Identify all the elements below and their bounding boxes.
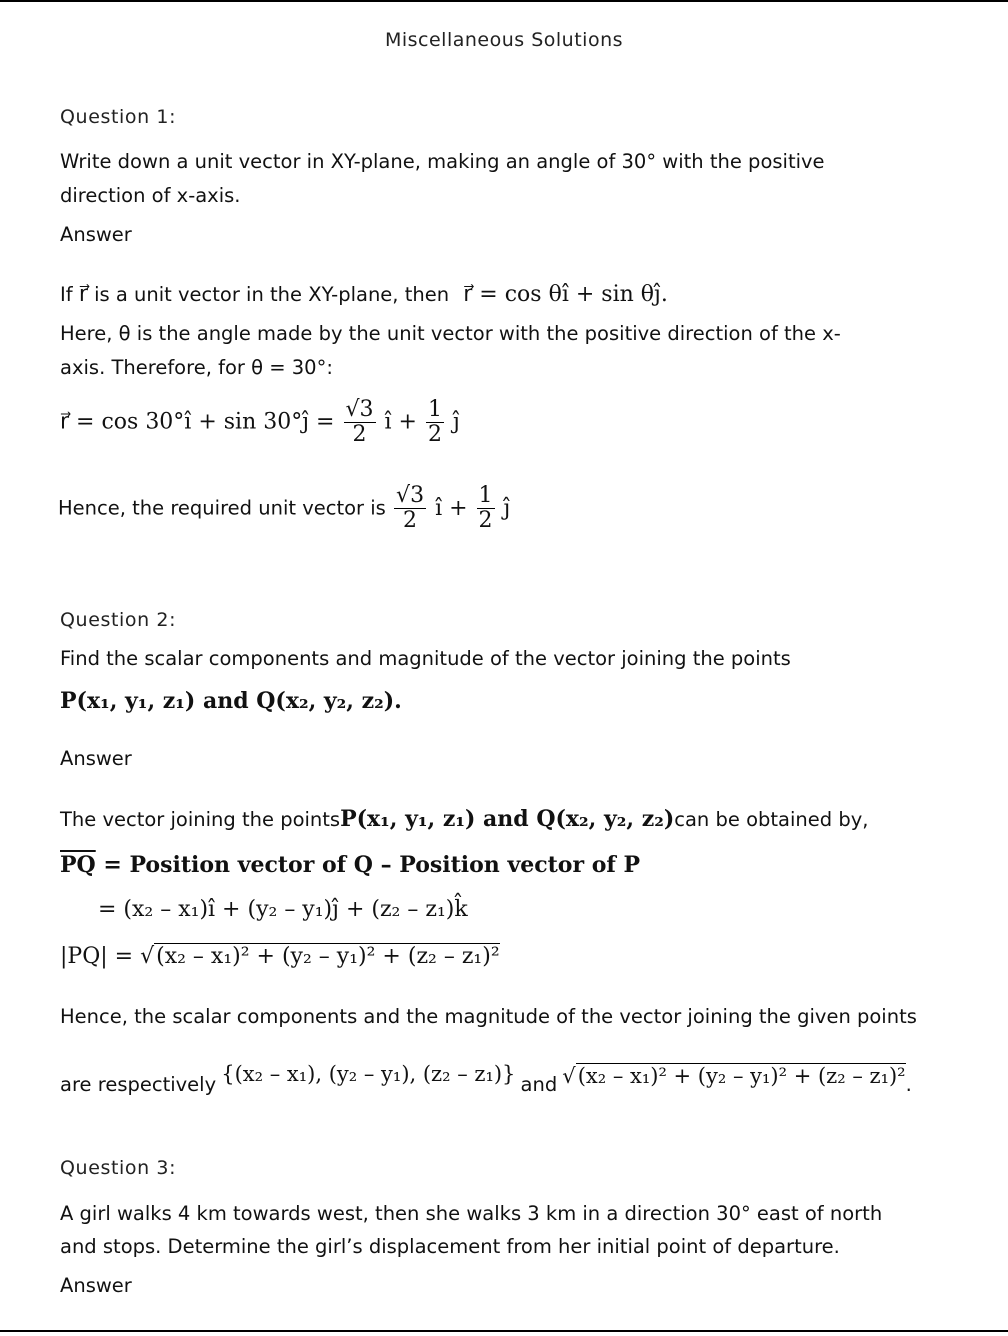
- q1-line1-mid: is a unit vector in the XY-plane, then: [94, 283, 450, 306]
- q1-conc-frac1-num: √3: [396, 483, 425, 508]
- question-3-text-line1: A girl walks 4 km towards west, then she walks 3 km in a direction 30° east of north: [60, 1202, 883, 1225]
- q1-conc-frac1-den: 2: [403, 508, 418, 533]
- question-3-text-line2: and stops. Determine the girl’s displacement from her initial point of departure.: [60, 1235, 840, 1258]
- question-1-text-line2: direction of x-axis.: [60, 184, 241, 207]
- question-1-title: Question 1:: [60, 106, 177, 128]
- q1-answer-line3: axis. Therefore, for θ = 30°:: [60, 356, 333, 379]
- q1-conc-frac-1-over-2: [477, 484, 495, 533]
- q1-line1-prefix: If: [60, 283, 73, 306]
- q1-conclusion: [58, 484, 510, 533]
- q2-conc-period: .: [905, 1073, 912, 1096]
- bottom-rule: [0, 1330, 1008, 1332]
- q1-frac2-num: 1: [427, 397, 442, 422]
- q2-line1-prefix: The vector joining the points: [60, 808, 341, 831]
- question-2-answer-label: Answer: [60, 747, 132, 770]
- q2-conc-magnitude: √(x₂ – x₁)² + (y₂ – y₁)² + (z₂ – z₁)²: [562, 1064, 906, 1088]
- q2-pq-definition: [60, 852, 640, 878]
- q1-answer-line2: Here, θ is the angle made by the unit vector with the positive direction of the x-: [60, 322, 841, 345]
- q2-answer-line1: [60, 802, 868, 837]
- top-rule: [0, 0, 1008, 2]
- question-2-text-line1: Find the scalar components and magnitude of the vector joining the points: [60, 647, 791, 670]
- q1-equation: [60, 398, 460, 447]
- q2-magnitude: [60, 944, 500, 969]
- q1-frac-1-over-2: [426, 398, 444, 447]
- q1-conc-frac2-num: 1: [478, 483, 493, 508]
- q2-conclusion-line1: Hence, the scalar components and the magnitude of the vector joining the given points: [60, 1005, 917, 1028]
- q1-conclusion-formula: [392, 483, 511, 533]
- q2-pq-expression: = (x₂ – x₁)î + (y₂ – y₁)ĵ + (z₂ – z₁)k̂: [98, 897, 468, 922]
- q1-frac1-den: 2: [352, 422, 367, 447]
- page-header: Miscellaneous Solutions: [384, 29, 624, 51]
- q2-line1-points: P(x₁, y₁, z₁) and Q(x₂, y₂, z₂): [340, 806, 675, 832]
- q2-line1-suffix: can be obtained by,: [674, 808, 869, 831]
- q2-mag-root: √: [140, 944, 155, 969]
- question-2-points: [60, 688, 402, 714]
- q2-conc-and: and: [520, 1073, 558, 1096]
- q1-conc-frac-sqrt3-over-2: [394, 484, 426, 533]
- q2-points-text: P(x₁, y₁, z₁) and Q(x₂, y₂, z₂): [60, 688, 395, 714]
- q2-points-period: .: [394, 688, 402, 714]
- q2-conc-components: {(x₂ – x₁), (y₂ – y₁), (z₂ – z₁)}: [221, 1062, 516, 1086]
- q1-line1-formula: r⃗ = cos θî + sin θĵ.: [463, 282, 668, 307]
- q2-mag-label: |PQ| =: [60, 944, 134, 969]
- q1-line1-r: r⃗: [78, 282, 88, 307]
- question-3-title: Question 3:: [60, 1157, 177, 1179]
- q1-frac-sqrt3-over-2: [344, 398, 376, 447]
- q2-conc-mag-expr: (x₂ – x₁)² + (y₂ – y₁)² + (z₂ – z₁)²: [577, 1064, 906, 1088]
- q2-pq-label: $\overline{PQ}$: [60, 852, 96, 878]
- q1-frac2-den: 2: [427, 422, 442, 447]
- question-3-answer-label: Answer: [60, 1274, 132, 1297]
- q2-pq-def: = Position vector of Q – Position vector of P: [103, 852, 641, 878]
- q2-conc-prefix: are respectively: [60, 1073, 217, 1096]
- q1-eq-j: ĵ: [452, 409, 460, 435]
- q2-conclusion-line2: [60, 1062, 912, 1102]
- q1-conc-i: î +: [435, 495, 468, 521]
- q1-frac1-num: √3: [345, 397, 374, 422]
- question-2-title: Question 2:: [60, 609, 177, 631]
- q1-eq-i: î +: [384, 409, 417, 435]
- q1-conclusion-text: Hence, the required unit vector is: [58, 496, 386, 520]
- q1-answer-line1: [60, 278, 668, 312]
- q2-mag-expr: (x₂ – x₁)² + (y₂ – y₁)² + (z₂ – z₁)²: [156, 944, 500, 969]
- q1-conc-frac2-den: 2: [478, 508, 493, 533]
- question-1-answer-label: Answer: [60, 223, 132, 246]
- question-1-text-line1: Write down a unit vector in XY-plane, making an angle of 30° with the positive: [60, 150, 825, 173]
- q1-eq-left: r⃗ = cos 30°î + sin 30°ĵ =: [60, 409, 335, 435]
- q1-conc-j: ĵ: [503, 495, 511, 521]
